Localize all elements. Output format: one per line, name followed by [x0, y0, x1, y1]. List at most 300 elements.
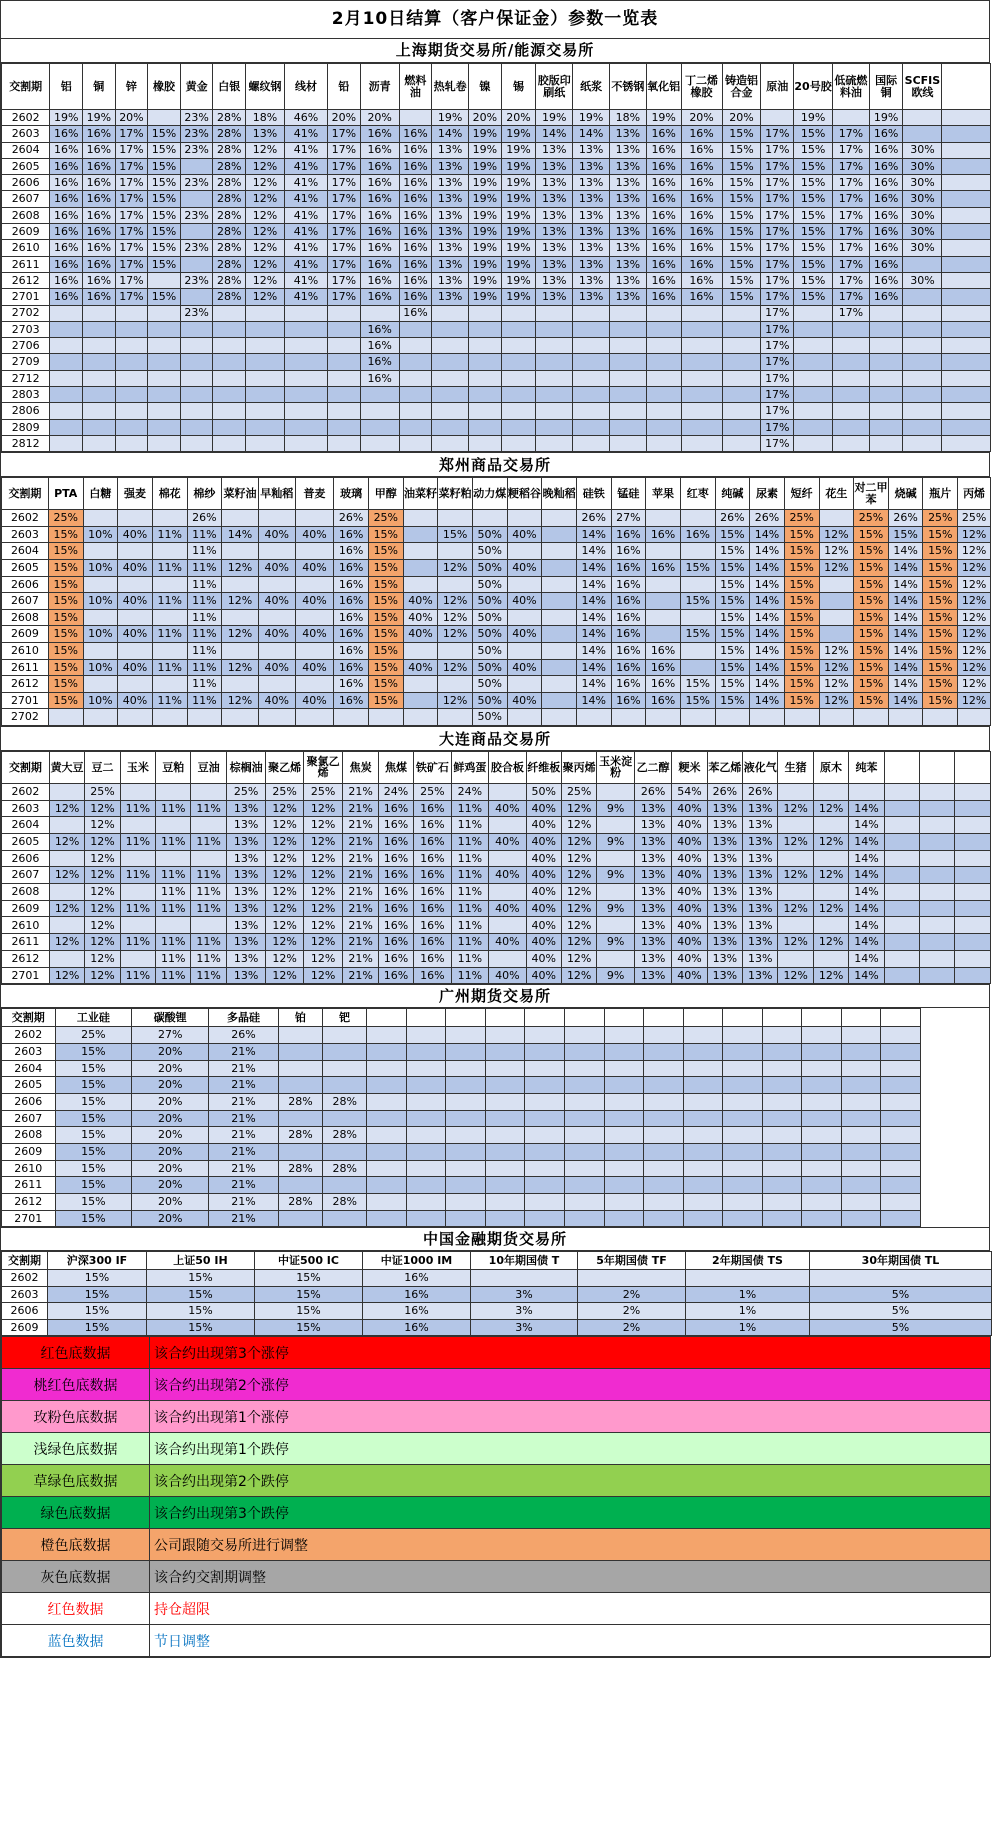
- margin-cell: 13%: [573, 240, 610, 256]
- margin-cell: [610, 338, 647, 354]
- legend-table: [1, 1336, 991, 1657]
- margin-cell: 16%: [611, 642, 646, 659]
- margin-cell: 13%: [432, 142, 469, 158]
- margin-cell: 16%: [399, 240, 432, 256]
- margin-cell: 15%: [794, 289, 833, 305]
- margin-cell: [118, 709, 153, 726]
- delivery-period-cell: 2612: [2, 272, 50, 288]
- margin-cell: 12%: [49, 834, 84, 851]
- margin-cell: [489, 884, 526, 901]
- margin-cell: [942, 142, 991, 158]
- margin-cell: [644, 1093, 684, 1110]
- margin-cell: [432, 403, 469, 419]
- margin-cell: 13%: [634, 834, 671, 851]
- margin-cell: 24%: [451, 783, 488, 800]
- margin-cell: [83, 642, 118, 659]
- margin-cell: [778, 950, 813, 967]
- delivery-period-cell: 2806: [2, 403, 50, 419]
- margin-cell: [399, 387, 432, 403]
- margin-cell: 11%: [187, 609, 222, 626]
- margin-cell: 16%: [414, 934, 451, 951]
- margin-cell: [955, 783, 991, 800]
- margin-cell: [722, 419, 761, 435]
- margin-cell: 21%: [209, 1060, 279, 1077]
- margin-cell: 12%: [958, 626, 991, 643]
- margin-cell: [525, 1194, 565, 1211]
- margin-cell: [148, 110, 181, 126]
- table-row: [2, 1160, 991, 1177]
- margin-cell: 12%: [49, 934, 84, 951]
- margin-cell: [49, 917, 84, 934]
- margin-cell: [942, 110, 991, 126]
- margin-cell: 13%: [432, 191, 469, 207]
- column-header: 碳酸锂: [132, 1009, 209, 1027]
- margin-cell: [525, 1160, 565, 1177]
- margin-cell: [604, 1127, 644, 1144]
- margin-cell: 15%: [784, 560, 819, 577]
- margin-cell: 15%: [255, 1286, 363, 1302]
- margin-cell: [180, 370, 213, 386]
- margin-cell: [432, 387, 469, 403]
- margin-cell: [367, 1093, 407, 1110]
- column-header: 早籼稻: [258, 478, 295, 510]
- margin-cell: 12%: [819, 560, 854, 577]
- margin-cell: 46%: [284, 110, 327, 126]
- column-header: 焦炭: [343, 751, 378, 783]
- margin-cell: 16%: [681, 240, 722, 256]
- margin-cell: 50%: [472, 709, 507, 726]
- margin-cell: [565, 1043, 605, 1060]
- margin-cell: [920, 967, 955, 984]
- margin-cell: 15%: [784, 626, 819, 643]
- margin-cell: 12%: [266, 867, 303, 884]
- margin-cell: [120, 917, 155, 934]
- margin-cell: 13%: [707, 967, 742, 984]
- margin-cell: 28%: [278, 1160, 322, 1177]
- margin-cell: 15%: [794, 256, 833, 272]
- margin-cell: [646, 576, 681, 593]
- margin-cell: 16%: [399, 142, 432, 158]
- delivery-period-cell: 2803: [2, 387, 50, 403]
- margin-cell: [222, 642, 259, 659]
- margin-cell: 11%: [451, 850, 488, 867]
- margin-cell: 40%: [118, 692, 153, 709]
- margin-cell: 13%: [432, 240, 469, 256]
- margin-cell: [222, 609, 259, 626]
- margin-cell: 25%: [48, 510, 83, 527]
- margin-cell: 11%: [451, 884, 488, 901]
- margin-cell: [881, 1093, 921, 1110]
- margin-cell: [542, 692, 577, 709]
- margin-cell: [722, 403, 761, 419]
- margin-cell: [525, 1043, 565, 1060]
- margin-cell: 28%: [213, 272, 246, 288]
- margin-cell: 40%: [507, 593, 542, 610]
- margin-cell: 15%: [722, 289, 761, 305]
- margin-cell: [683, 1194, 723, 1211]
- margin-cell: [810, 1270, 992, 1286]
- column-header: [920, 751, 955, 783]
- delivery-period-cell: 2701: [2, 967, 50, 984]
- margin-cell: 40%: [118, 526, 153, 543]
- margin-cell: 15%: [148, 240, 181, 256]
- delivery-period-cell: 2606: [2, 1093, 56, 1110]
- margin-cell: 12%: [222, 659, 259, 676]
- margin-cell: [152, 676, 187, 693]
- margin-cell: 16%: [681, 289, 722, 305]
- margin-cell: 11%: [191, 867, 226, 884]
- margin-cell: [573, 435, 610, 451]
- column-header: 交割期: [2, 751, 50, 783]
- margin-cell: 15%: [55, 1077, 132, 1094]
- margin-cell: 17%: [328, 158, 361, 174]
- margin-cell: [869, 403, 903, 419]
- margin-cell: [942, 126, 991, 142]
- margin-cell: [115, 321, 148, 337]
- margin-cell: 11%: [120, 967, 155, 984]
- margin-cell: 13%: [610, 289, 647, 305]
- margin-cell: 15%: [784, 543, 819, 560]
- margin-cell: 16%: [50, 289, 83, 305]
- margin-cell: 15%: [923, 543, 958, 560]
- margin-cell: [881, 1110, 921, 1127]
- margin-cell: 17%: [833, 126, 870, 142]
- margin-cell: [536, 403, 573, 419]
- margin-cell: 14%: [750, 593, 785, 610]
- margin-cell: 17%: [761, 126, 794, 142]
- margin-cell: [955, 900, 991, 917]
- margin-cell: 11%: [156, 800, 191, 817]
- delivery-period-cell: 2611: [2, 659, 49, 676]
- margin-cell: [295, 676, 334, 693]
- margin-cell: 25%: [414, 783, 451, 800]
- margin-cell: 13%: [536, 142, 573, 158]
- table-row: [2, 1177, 991, 1194]
- margin-cell: 19%: [469, 289, 502, 305]
- margin-cell: [295, 510, 334, 527]
- margin-cell: 50%: [472, 692, 507, 709]
- margin-cell: [683, 1027, 723, 1044]
- margin-cell: 40%: [489, 800, 526, 817]
- margin-cell: 21%: [343, 900, 378, 917]
- margin-cell: 12%: [266, 884, 303, 901]
- margin-cell: 40%: [403, 593, 438, 610]
- margin-cell: 15%: [794, 126, 833, 142]
- margin-cell: [213, 435, 246, 451]
- margin-cell: 20%: [132, 1210, 209, 1227]
- margin-cell: [284, 387, 327, 403]
- margin-cell: [542, 526, 577, 543]
- margin-cell: [360, 387, 399, 403]
- table-row: [2, 387, 991, 403]
- margin-cell: [644, 1177, 684, 1194]
- margin-cell: 12%: [303, 967, 343, 984]
- margin-cell: 15%: [722, 240, 761, 256]
- margin-cell: 13%: [432, 289, 469, 305]
- margin-cell: 20%: [132, 1110, 209, 1127]
- margin-cell: 13%: [634, 884, 671, 901]
- margin-cell: 19%: [469, 126, 502, 142]
- margin-cell: 40%: [507, 626, 542, 643]
- margin-cell: 16%: [360, 272, 399, 288]
- margin-cell: 25%: [923, 510, 958, 527]
- margin-cell: [802, 1060, 842, 1077]
- margin-cell: [120, 783, 155, 800]
- margin-cell: [762, 1144, 802, 1161]
- margin-cell: 21%: [209, 1110, 279, 1127]
- margin-cell: [83, 387, 116, 403]
- margin-cell: [762, 1060, 802, 1077]
- legend-label: 红色底数据: [2, 1337, 150, 1369]
- margin-cell: [723, 1043, 763, 1060]
- margin-cell: [432, 338, 469, 354]
- column-header: 工业硅: [55, 1009, 132, 1027]
- margin-cell: 12%: [85, 867, 120, 884]
- margin-cell: [794, 321, 833, 337]
- margin-cell: 16%: [399, 191, 432, 207]
- margin-cell: [258, 709, 295, 726]
- column-header: 交割期: [2, 64, 50, 110]
- margin-cell: 41%: [284, 158, 327, 174]
- margin-cell: [485, 1110, 525, 1127]
- margin-cell: 16%: [681, 158, 722, 174]
- margin-cell: [367, 1110, 407, 1127]
- delivery-period-cell: 2610: [2, 1160, 56, 1177]
- margin-cell: [542, 593, 577, 610]
- margin-cell: 23%: [180, 305, 213, 321]
- margin-cell: 17%: [115, 224, 148, 240]
- margin-cell: [180, 191, 213, 207]
- column-header: 液化气: [743, 751, 778, 783]
- margin-cell: [323, 1177, 367, 1194]
- column-header: 锡: [501, 64, 536, 110]
- margin-cell: [180, 158, 213, 174]
- margin-cell: 14%: [888, 692, 923, 709]
- margin-cell: [869, 338, 903, 354]
- margin-cell: [903, 419, 942, 435]
- margin-cell: 14%: [888, 576, 923, 593]
- margin-cell: 40%: [118, 626, 153, 643]
- margin-cell: 16%: [646, 642, 681, 659]
- margin-cell: 16%: [334, 609, 369, 626]
- table-row: [2, 1270, 992, 1286]
- margin-cell: [565, 1194, 605, 1211]
- margin-cell: 16%: [681, 224, 722, 240]
- margin-cell: 20%: [132, 1043, 209, 1060]
- margin-cell: 15%: [255, 1270, 363, 1286]
- margin-cell: [489, 950, 526, 967]
- margin-cell: [884, 900, 919, 917]
- margin-cell: [722, 354, 761, 370]
- margin-cell: [884, 783, 919, 800]
- margin-cell: [246, 403, 285, 419]
- margin-cell: 17%: [761, 289, 794, 305]
- legend-label: 绿色底数据: [2, 1497, 150, 1529]
- margin-cell: [565, 1093, 605, 1110]
- column-header: 铅: [328, 64, 361, 110]
- margin-cell: 11%: [120, 867, 155, 884]
- margin-cell: 15%: [368, 593, 403, 610]
- margin-cell: 12%: [778, 967, 813, 984]
- margin-cell: 3%: [471, 1286, 578, 1302]
- margin-cell: 12%: [778, 867, 813, 884]
- margin-cell: [115, 354, 148, 370]
- table-row: [2, 370, 991, 386]
- margin-cell: 15%: [48, 626, 83, 643]
- margin-cell: 17%: [328, 272, 361, 288]
- margin-cell: [284, 435, 327, 451]
- margin-cell: 16%: [50, 126, 83, 142]
- margin-cell: [920, 934, 955, 951]
- margin-cell: 12%: [303, 817, 343, 834]
- margin-cell: 13%: [707, 917, 742, 934]
- margin-cell: [646, 387, 681, 403]
- margin-cell: [841, 1127, 881, 1144]
- margin-cell: [406, 1110, 446, 1127]
- margin-cell: [680, 659, 715, 676]
- margin-cell: [646, 709, 681, 726]
- margin-cell: 12%: [266, 917, 303, 934]
- margin-cell: 15%: [48, 526, 83, 543]
- delivery-period-cell: 2604: [2, 1060, 56, 1077]
- margin-cell: 15%: [368, 609, 403, 626]
- table-row: [2, 884, 991, 901]
- margin-cell: 21%: [343, 783, 378, 800]
- margin-cell: [328, 370, 361, 386]
- margin-cell: [148, 272, 181, 288]
- margin-cell: [573, 387, 610, 403]
- column-header: 丙烯: [958, 478, 991, 510]
- margin-cell: [501, 321, 536, 337]
- margin-cell: [802, 1144, 842, 1161]
- margin-cell: [469, 338, 502, 354]
- margin-cell: 16%: [360, 354, 399, 370]
- margin-cell: 11%: [451, 867, 488, 884]
- margin-cell: [180, 354, 213, 370]
- delivery-period-cell: 2605: [2, 158, 50, 174]
- margin-cell: 17%: [761, 142, 794, 158]
- margin-cell: 11%: [451, 967, 488, 984]
- margin-cell: [565, 1027, 605, 1044]
- column-header: [942, 64, 991, 110]
- margin-cell: 41%: [284, 175, 327, 191]
- table-row: [2, 175, 991, 191]
- margin-cell: 15%: [715, 676, 750, 693]
- margin-cell: [802, 1043, 842, 1060]
- column-header: 生猪: [778, 751, 813, 783]
- margin-cell: 14%: [849, 950, 884, 967]
- margin-cell: 11%: [451, 950, 488, 967]
- margin-cell: [646, 435, 681, 451]
- margin-cell: 16%: [646, 560, 681, 577]
- margin-cell: 12%: [561, 884, 596, 901]
- margin-cell: [881, 1043, 921, 1060]
- table-row: [2, 834, 991, 851]
- margin-cell: [646, 338, 681, 354]
- margin-cell: [399, 419, 432, 435]
- margin-cell: [565, 1110, 605, 1127]
- legend-description: 持仓超限: [150, 1593, 991, 1625]
- column-header: [683, 1009, 723, 1027]
- margin-cell: [778, 884, 813, 901]
- margin-cell: 40%: [489, 900, 526, 917]
- margin-cell: 11%: [152, 692, 187, 709]
- margin-cell: 17%: [761, 272, 794, 288]
- margin-cell: 13%: [634, 850, 671, 867]
- margin-cell: 16%: [50, 224, 83, 240]
- margin-cell: [83, 419, 116, 435]
- margin-cell: 40%: [295, 692, 334, 709]
- margin-cell: 20%: [360, 110, 399, 126]
- margin-cell: [446, 1144, 486, 1161]
- margin-cell: 12%: [303, 950, 343, 967]
- margin-cell: [148, 435, 181, 451]
- margin-cell: [955, 934, 991, 951]
- margin-cell: [118, 676, 153, 693]
- margin-cell: 28%: [213, 126, 246, 142]
- margin-cell: 19%: [469, 158, 502, 174]
- margin-cell: 17%: [761, 338, 794, 354]
- column-header: 低硫燃料油: [833, 64, 870, 110]
- margin-cell: 17%: [761, 403, 794, 419]
- margin-cell: 16%: [681, 142, 722, 158]
- margin-cell: 15%: [722, 158, 761, 174]
- margin-cell: 11%: [187, 626, 222, 643]
- margin-cell: [469, 321, 502, 337]
- margin-cell: 26%: [715, 510, 750, 527]
- legend-description: 该合约出现第2个跌停: [150, 1465, 991, 1497]
- margin-cell: [841, 1077, 881, 1094]
- margin-cell: 17%: [833, 175, 870, 191]
- column-header: 对二甲苯: [854, 478, 889, 510]
- column-header: 2年期国债 TS: [686, 1252, 810, 1270]
- margin-cell: 12%: [438, 659, 473, 676]
- margin-cell: [610, 435, 647, 451]
- column-header: [644, 1009, 684, 1027]
- delivery-period-cell: 2602: [2, 1270, 48, 1286]
- margin-cell: 25%: [854, 510, 889, 527]
- margin-cell: 23%: [180, 272, 213, 288]
- margin-cell: 20%: [132, 1160, 209, 1177]
- margin-cell: [841, 1194, 881, 1211]
- margin-cell: 28%: [278, 1127, 322, 1144]
- margin-cell: 17%: [761, 321, 794, 337]
- column-header: 玻璃: [334, 478, 369, 510]
- margin-cell: [942, 272, 991, 288]
- margin-cell: 2%: [578, 1319, 686, 1335]
- margin-cell: [683, 1043, 723, 1060]
- margin-cell: [83, 305, 116, 321]
- margin-cell: [432, 435, 469, 451]
- margin-cell: 40%: [526, 817, 561, 834]
- margin-cell: 5%: [810, 1319, 992, 1335]
- margin-cell: 16%: [378, 917, 413, 934]
- margin-cell: 12%: [49, 967, 84, 984]
- margin-cell: 17%: [761, 419, 794, 435]
- margin-cell: [438, 709, 473, 726]
- margin-cell: 15%: [368, 626, 403, 643]
- legend-label: 红色数据: [2, 1593, 150, 1625]
- margin-cell: [833, 403, 870, 419]
- margin-cell: 40%: [258, 560, 295, 577]
- margin-cell: [49, 817, 84, 834]
- column-header: 动力煤: [472, 478, 507, 510]
- margin-cell: 23%: [180, 110, 213, 126]
- margin-cell: [802, 1127, 842, 1144]
- table-row: [2, 354, 991, 370]
- margin-cell: 21%: [343, 834, 378, 851]
- margin-cell: 12%: [246, 142, 285, 158]
